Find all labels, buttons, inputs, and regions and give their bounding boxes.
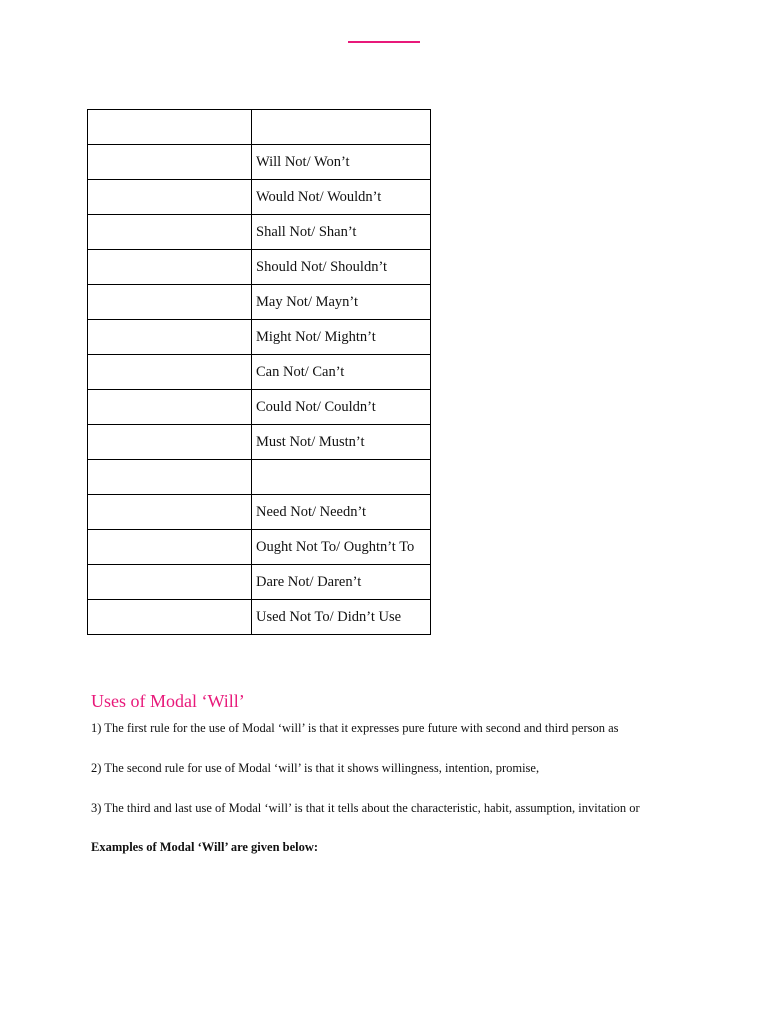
table-row (88, 355, 431, 390)
table-cell (88, 600, 252, 635)
section-heading: Uses of Modal ‘Will’ (91, 691, 245, 711)
table-row (88, 530, 431, 565)
table-row (88, 250, 431, 285)
table-cell (88, 215, 252, 250)
table-cell: Can Not/ Can’t (252, 355, 431, 390)
examples-heading: Examples of Modal ‘Will’ are given below: (91, 840, 319, 854)
table-row (88, 110, 431, 145)
table-row (88, 285, 431, 320)
table-cell (252, 460, 431, 495)
table-cell (88, 180, 252, 215)
table-cell: Ought Not To/ Oughtn’t To (252, 530, 431, 565)
rule-paragraph-2: 2) The second rule for use of Modal ‘will’ is that it shows willingness, intention, promise, (91, 761, 540, 775)
table-cell (88, 495, 252, 530)
table-cell (88, 285, 252, 320)
table-cell (252, 110, 431, 145)
table-cell (88, 460, 252, 495)
table-row (88, 460, 431, 495)
table-cell: Will Not/ Won’t (252, 145, 431, 180)
table-cell (88, 530, 252, 565)
table-row (88, 145, 431, 180)
table-cell: Might Not/ Mightn’t (252, 320, 431, 355)
table-row (88, 180, 431, 215)
table-cell: Dare Not/ Daren’t (252, 565, 431, 600)
table-row (88, 565, 431, 600)
table-cell (88, 390, 252, 425)
table-cell (88, 355, 252, 390)
table-cell (88, 145, 252, 180)
table-cell (88, 110, 252, 145)
table-cell: Could Not/ Couldn’t (252, 390, 431, 425)
table-cell (88, 250, 252, 285)
table-row (88, 425, 431, 460)
rule-paragraph-3: 3) The third and last use of Modal ‘will’ is that it tells about the characteristic, habit, assumption, invitation or (91, 801, 640, 815)
table-cell: Would Not/ Wouldn’t (252, 180, 431, 215)
table-cell: Shall Not/ Shan’t (252, 215, 431, 250)
table-cell: Must Not/ Mustn’t (252, 425, 431, 460)
accent-divider (348, 41, 420, 43)
table-row (88, 320, 431, 355)
table-cell (88, 565, 252, 600)
modal-negatives-table (87, 109, 431, 635)
table-cell: May Not/ Mayn’t (252, 285, 431, 320)
rule-paragraph-1: 1) The first rule for the use of Modal ‘will’ is that it expresses pure future with second and third person as (91, 721, 619, 735)
table-cell (88, 320, 252, 355)
table-cell (88, 425, 252, 460)
table-row (88, 390, 431, 425)
table-cell: Should Not/ Shouldn’t (252, 250, 431, 285)
table-row (88, 600, 431, 635)
table-row (88, 215, 431, 250)
table-cell: Need Not/ Needn’t (252, 495, 431, 530)
table-row (88, 495, 431, 530)
table-cell: Used Not To/ Didn’t Use (252, 600, 431, 635)
